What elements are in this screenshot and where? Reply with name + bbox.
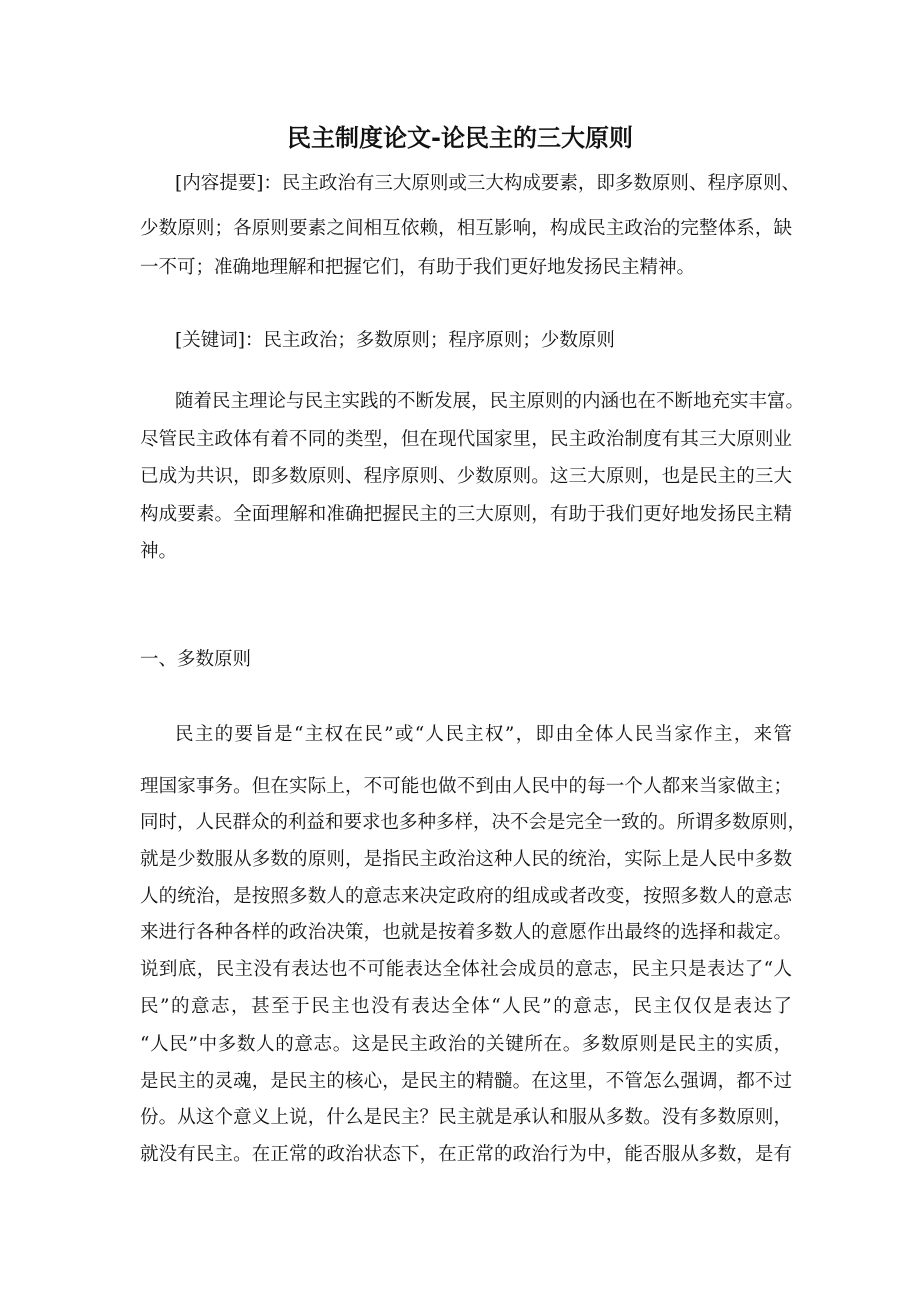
intro-line: 已成为共识，即多数原则、程序原则、少数原则。这三大原则，也是民主的三大 bbox=[140, 466, 792, 487]
body-line: 说到底，民主没有表达也不可能表达全体社会成员的意志，民主只是表达了“人 bbox=[140, 959, 792, 980]
document-title: 民主制度论文-论民主的三大原则 bbox=[287, 124, 633, 152]
intro-line: 尽管民主政体有着不同的类型，但在现代国家里，民主政治制度有其三大原则业 bbox=[140, 429, 792, 450]
keywords: [关键词]：民主政治；多数原则；程序原则；少数原则 bbox=[175, 330, 615, 351]
body-line: 是民主的灵魂，是民主的核心，是民主的精髓。在这里，不管怎么强调，都不过 bbox=[140, 1071, 792, 1092]
section-heading: 一、多数原则 bbox=[140, 649, 252, 670]
body-line: “人民”中多数人的意志。这是民主政治的关键所在。多数原则是民主的实质， bbox=[140, 1034, 792, 1055]
intro-line: 构成要素。全面理解和准确把握民主的三大原则，有助于我们更好地发扬民主精 bbox=[140, 504, 792, 525]
body-line: 民主的要旨是“主权在民”或“人民主权”，即由全体人民当家作主，来管 bbox=[175, 724, 792, 745]
intro-line: 神。 bbox=[140, 541, 178, 562]
body-line: 民”的意志，甚至于民主也没有表达全体“人民”的意志，民主仅仅是表达了 bbox=[140, 996, 792, 1017]
body-line: 理国家事务。但在实际上，不可能也做不到由人民中的每一个人都来当家做主； bbox=[140, 776, 792, 797]
abstract-line: 少数原则；各原则要素之间相互依赖，相互影响，构成民主政治的完整体系，缺 bbox=[140, 218, 792, 239]
body-line: 就没有民主。在正常的政治状态下，在正常的政治行为中，能否服从多数，是有 bbox=[140, 1144, 792, 1165]
body-line: 同时，人民群众的利益和要求也多种多样，决不会是完全一致的。所谓多数原则， bbox=[140, 812, 807, 833]
body-line: 人的统治，是按照多数人的意志来决定政府的组成或者改变，按照多数人的意志 bbox=[140, 886, 792, 907]
abstract-line: [内容提要]：民主政治有三大原则或三大构成要素，即多数原则、程序原则、 bbox=[175, 173, 800, 194]
intro-line: 随着民主理论与民主实践的不断发展，民主原则的内涵也在不断地充实丰富。 bbox=[175, 391, 805, 412]
body-line: 份。从这个意义上说，什么是民主？民主就是承认和服从多数。没有多数原则， bbox=[140, 1107, 792, 1128]
body-line: 就是少数服从多数的原则，是指民主政治这种人民的统治，实际上是人民中多数 bbox=[140, 849, 792, 870]
body-line: 来进行各种各样的政治决策，也就是按着多数人的意愿作出最终的选择和裁定。 bbox=[140, 922, 792, 943]
abstract-line: 一不可；准确地理解和把握它们，有助于我们更好地发扬民主精神。 bbox=[140, 257, 696, 278]
